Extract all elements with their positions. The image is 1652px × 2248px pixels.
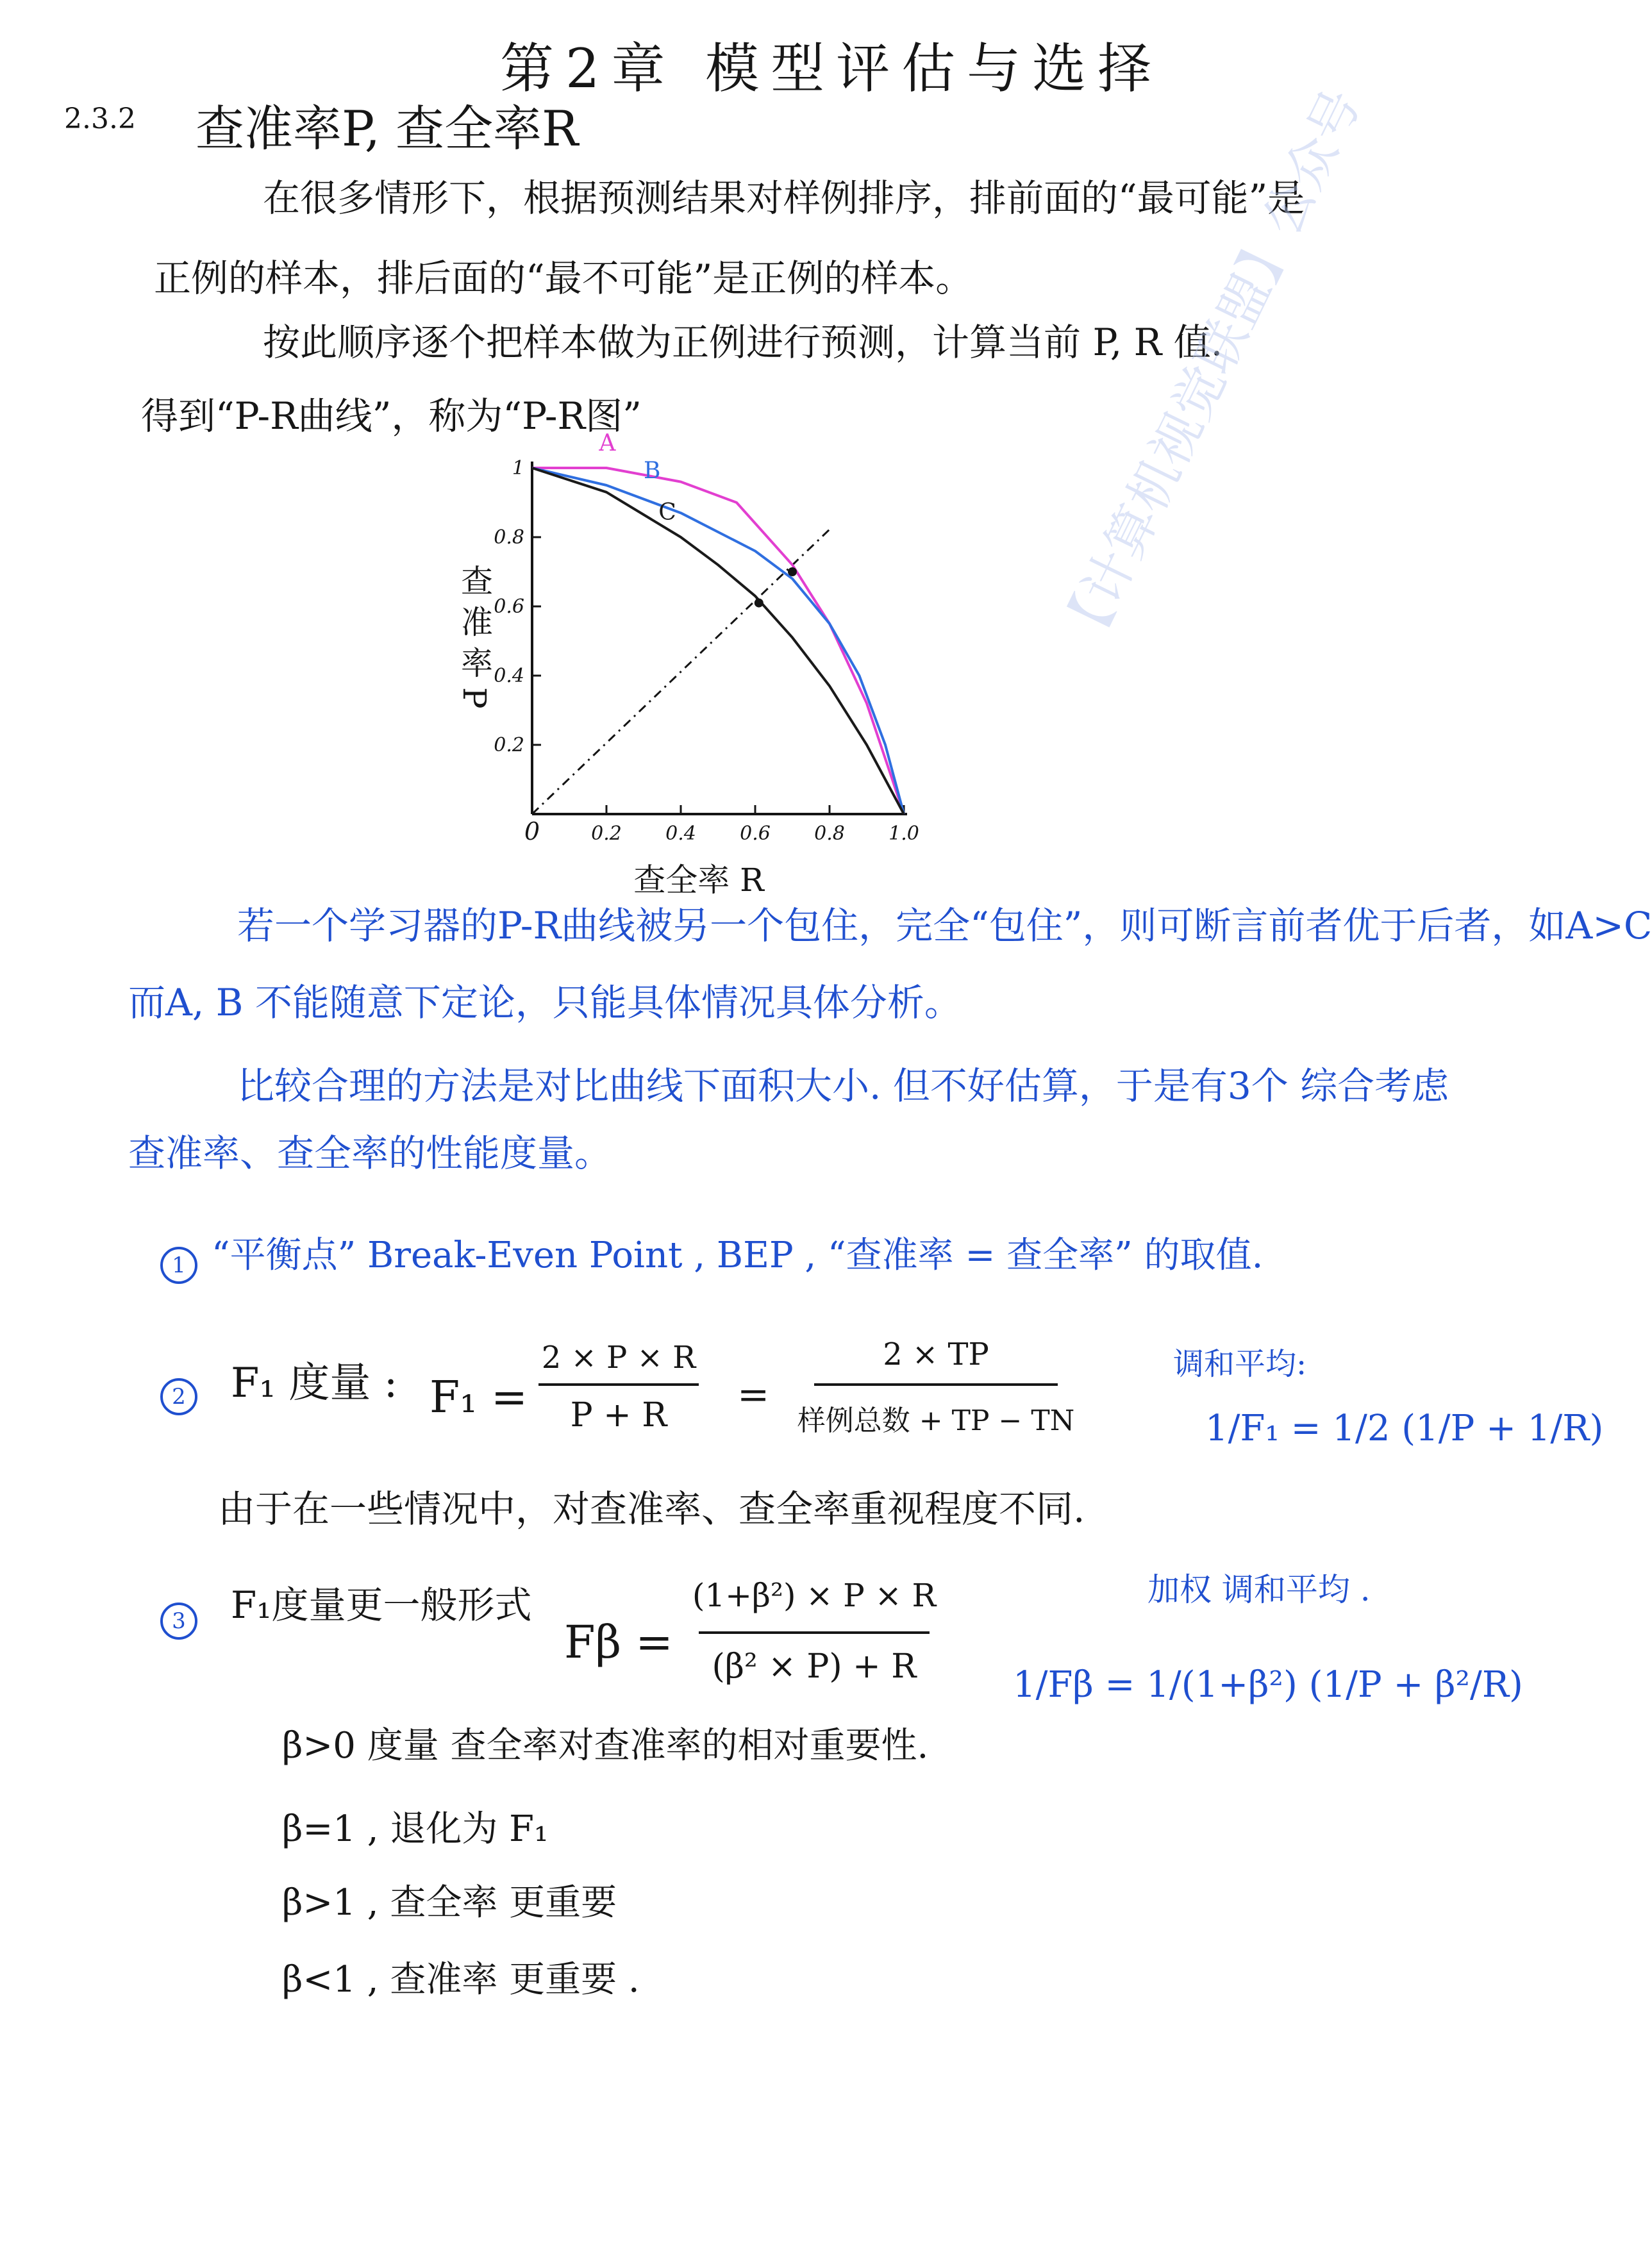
f1-equals: = (737, 1372, 770, 1417)
pr-curve-chart (436, 430, 962, 910)
harmonic-mean-note: 调和平均: (1173, 1346, 1307, 1382)
intro-line-3: 按此顺序逐个把样本做为正例进行预测，计算当前 P, R 值. (263, 321, 1223, 364)
harmonic-mean-formula: 1/F₁ = 1/2 (1/P + 1/R) (1205, 1408, 1604, 1449)
x-axis-label: 查全率 R (633, 862, 764, 899)
bep-point (788, 567, 797, 576)
x-tick-label: 0.6 (740, 822, 771, 845)
section-title: 查准率P, 查全率R (196, 100, 579, 157)
weighted-harmonic-formula: 1/Fβ = 1/(1+β²) (1/P + β²/R) (1013, 1664, 1523, 1706)
curve-A (532, 468, 904, 814)
x-tick-label: 0.8 (814, 822, 845, 845)
item1-text: “平衡点” Break-Even Point , BEP , “查准率 = 查全率” 的取值. (212, 1235, 1264, 1276)
f1-lhs: F₁ = (430, 1372, 528, 1423)
series-label-C: C (658, 499, 676, 526)
y-axis-label: 查准率P (456, 564, 493, 718)
x-tick-label: 1.0 (889, 822, 919, 845)
x-tick-label: 0 (524, 817, 540, 845)
intro-line-2: 正例的样本，排后面的“最不可能”是正例的样本。 (154, 256, 973, 300)
curve-C (532, 468, 904, 814)
beta-note-1: β>0 度量 查全率对查准率的相对重要性. (282, 1725, 929, 1767)
x-tick-label: 0.4 (665, 822, 696, 845)
fbeta-label: F₁度量更一般形式 (231, 1583, 532, 1627)
y-tick-label: 0.4 (494, 665, 524, 687)
x-tick-label: 0.2 (591, 822, 622, 845)
section-number: 2.3.2 (64, 103, 136, 135)
item1-number: 1 (160, 1247, 197, 1284)
paragraph2-line-2: 而A, B 不能随意下定论，只能具体情况具体分析。 (128, 981, 962, 1024)
f1-frac1-numerator: 2 × P × R (541, 1340, 696, 1376)
fbeta-bar (699, 1631, 930, 1634)
series-label-A: A (599, 430, 616, 456)
f1-frac1-denominator: P + R (570, 1396, 667, 1435)
fbeta-lhs: Fβ = (564, 1616, 673, 1669)
curve-B (532, 468, 904, 814)
f1-frac2-denominator: 样例总数 + TP − TN (797, 1404, 1075, 1437)
f1-frac1-bar (538, 1383, 699, 1386)
weighted-harmonic-note: 加权 调和平均 . (1147, 1571, 1371, 1608)
y-tick-label: 0.6 (494, 595, 524, 618)
watermark: 【计算机视觉联盟】公众号 (1049, 80, 1372, 660)
paragraph3-line-1: 比较合理的方法是对比曲线下面积大小. 但不好估算，于是有3个 综合考虑 (237, 1064, 1449, 1108)
beta-note-3: β>1 , 查全率 更重要 (282, 1882, 617, 1924)
y-tick-label: 1 (512, 457, 524, 479)
item3-number: 3 (160, 1603, 197, 1640)
bep-point (755, 599, 763, 608)
f1-frac2-numerator: 2 × TP (883, 1336, 989, 1372)
fbeta-denominator: (β² × P) + R (712, 1647, 917, 1686)
intro-line-4: 得到“P-R曲线”，称为“P-R图” (141, 394, 642, 438)
item2-number: 2 (160, 1378, 197, 1415)
beta-note-4: β<1 , 查准率 更重要 . (282, 1959, 640, 2001)
beta-note-2: β=1 , 退化为 F₁ (282, 1808, 549, 1850)
y-tick-label: 0.2 (494, 734, 524, 756)
y-tick-label: 0.8 (494, 526, 524, 549)
intro-line-1: 在很多情形下，根据预测结果对样例排序，排前面的“最可能”是 (263, 176, 1305, 220)
paragraph2-line-1: 若一个学习器的P-R曲线被另一个包住，完全“包住”，则可断言前者优于后者，如A>C (237, 904, 1652, 947)
paragraph3-line-2: 查准率、查全率的性能度量。 (128, 1131, 612, 1175)
series-label-B: B (644, 458, 661, 485)
chapter-title: 第2章 模型评估与选择 (500, 37, 1164, 100)
fbeta-numerator: (1+β²) × P × R (692, 1577, 937, 1614)
f1-label: F₁ 度量 : (231, 1360, 398, 1407)
f1-frac2-bar (814, 1383, 1058, 1386)
weighting-note: 由于在一些情况中，对查准率、查全率重视程度不同. (218, 1487, 1085, 1531)
